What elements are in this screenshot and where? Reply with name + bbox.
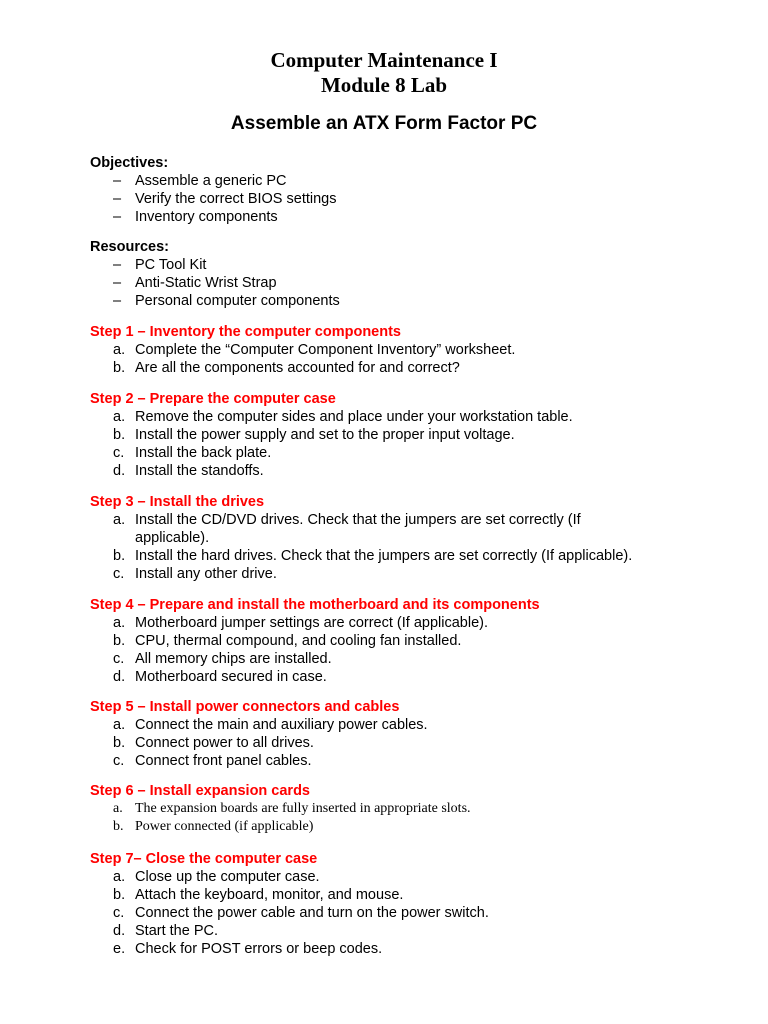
step-item-marker: a. [113, 512, 126, 528]
objective-text: Assemble a generic PC [135, 173, 287, 189]
step-item-marker: a. [113, 801, 123, 816]
step-item-text: Remove the computer sides and place under your workstation table. [135, 409, 573, 425]
step-item-text: CPU, thermal compound, and cooling fan installed. [135, 633, 462, 649]
step-item-text: All memory chips are installed. [135, 651, 332, 667]
step-item-text: Connect power to all drives. [135, 735, 314, 751]
step-item-marker: c. [113, 566, 125, 582]
step-5-section [90, 698, 730, 770]
step-item-marker: d. [113, 923, 126, 939]
module-title: Module 8 Lab [320, 73, 448, 97]
step-item [90, 444, 730, 462]
resources-section [90, 238, 730, 310]
step-item-text: Connect the main and auxiliary power cables. [135, 717, 428, 733]
objective-text: Verify the correct BIOS settings [135, 191, 337, 207]
step-4-section [90, 596, 730, 686]
dash-marker: – [113, 173, 122, 189]
step-item-marker: d. [113, 463, 126, 479]
dash-marker: – [113, 209, 122, 225]
resource-item [90, 274, 730, 292]
step-5-heading: Step 5 – Install power connectors and cables [90, 699, 400, 715]
step-item-marker: c. [113, 445, 125, 461]
step-item-marker: a. [113, 615, 126, 631]
step-item-text: Motherboard secured in case. [135, 669, 327, 685]
step-item [90, 632, 730, 650]
step-item-marker: b. [113, 360, 126, 376]
resource-text: Anti-Static Wrist Strap [135, 275, 277, 291]
step-item-text: Install the CD/DVD drives. Check that the jumpers are set correctly (If [135, 512, 581, 528]
step-item [90, 886, 730, 904]
step-item [90, 904, 730, 922]
step-item-text: Connect the power cable and turn on the power switch. [135, 905, 489, 921]
step-item-marker: a. [113, 409, 126, 425]
objective-item [90, 190, 730, 208]
step-item [90, 565, 730, 583]
step-item-text: Install the back plate. [135, 445, 272, 461]
step-item-text: Power connected (if applicable) [135, 819, 314, 834]
step-1-section [90, 323, 730, 377]
objectives-heading: Objectives: [90, 155, 169, 171]
resource-item [90, 292, 730, 310]
resource-text: PC Tool Kit [135, 257, 207, 273]
step-item-marker: b. [113, 427, 126, 443]
step-item [90, 426, 730, 444]
step-item-text: Connect front panel cables. [135, 753, 312, 769]
document-header [0, 48, 768, 98]
step-item [90, 511, 730, 529]
objectives-section [90, 154, 730, 226]
step-3-section [90, 493, 730, 583]
dash-marker: – [113, 293, 122, 309]
step-item [90, 734, 730, 752]
step-item-marker: b. [113, 735, 126, 751]
step-item [90, 818, 730, 836]
step-item-marker: b. [113, 819, 124, 834]
resources-heading: Resources: [90, 239, 169, 255]
step-item-text: The expansion boards are fully inserted in appropriate slots. [135, 801, 471, 816]
step-item-text: Motherboard jumper settings are correct (If applicable). [135, 615, 488, 631]
step-item-text: Install the hard drives. Check that the jumpers are set correctly (If applicable). [135, 548, 633, 564]
step-6-section [90, 782, 730, 836]
step-item-text: Check for POST errors or beep codes. [135, 941, 383, 957]
step-item [90, 547, 730, 565]
step-item-marker: b. [113, 887, 126, 903]
step-1-heading: Step 1 – Inventory the computer components [90, 324, 401, 340]
step-6-heading: Step 6 – Install expansion cards [90, 783, 310, 799]
step-item-continuation [90, 529, 730, 547]
step-7-section [90, 850, 730, 958]
step-item [90, 800, 730, 818]
step-item-text: Attach the keyboard, monitor, and mouse. [135, 887, 404, 903]
step-item-text: Install the standoffs. [135, 463, 264, 479]
step-item [90, 668, 730, 686]
step-item [90, 940, 730, 958]
step-item-text: Install the power supply and set to the proper input voltage. [135, 427, 515, 443]
step-item-text: Close up the computer case. [135, 869, 320, 885]
step-item [90, 614, 730, 632]
step-2-section [90, 390, 730, 480]
step-item [90, 922, 730, 940]
step-item-marker: c. [113, 753, 125, 769]
dash-marker: – [113, 275, 122, 291]
course-title: Computer Maintenance I [270, 48, 498, 72]
step-item [90, 650, 730, 668]
step-item-marker: b. [113, 633, 126, 649]
step-item-marker: b. [113, 548, 126, 564]
step-item-text: Complete the “Computer Component Inventory” worksheet. [135, 342, 516, 358]
step-7-heading: Step 7– Close the computer case [90, 851, 318, 867]
step-item [90, 868, 730, 886]
step-item [90, 752, 730, 770]
objective-item [90, 208, 730, 226]
objective-item [90, 172, 730, 190]
step-item [90, 716, 730, 734]
step-item-text: applicable). [135, 530, 210, 546]
step-item-text: Start the PC. [135, 923, 219, 939]
dash-marker: – [113, 191, 122, 207]
lab-title-block [0, 112, 768, 136]
step-item [90, 462, 730, 480]
lab-title: Assemble an ATX Form Factor PC [230, 113, 538, 134]
step-item [90, 359, 730, 377]
dash-marker: – [113, 257, 122, 273]
step-item [90, 341, 730, 359]
step-4-heading: Step 4 – Prepare and install the motherboard and its components [90, 597, 540, 613]
step-item-marker: e. [113, 941, 126, 957]
step-item-marker: c. [113, 905, 125, 921]
step-item-marker: c. [113, 651, 125, 667]
step-item-text: Are all the components accounted for and correct? [135, 360, 460, 376]
step-item-marker: d. [113, 669, 126, 685]
step-item-text: Install any other drive. [135, 566, 277, 582]
resource-text: Personal computer components [135, 293, 340, 309]
step-2-heading: Step 2 – Prepare the computer case [90, 391, 336, 407]
step-item-marker: a. [113, 869, 126, 885]
step-3-heading: Step 3 – Install the drives [90, 494, 265, 510]
step-item-marker: a. [113, 717, 126, 733]
objective-text: Inventory components [135, 209, 278, 225]
step-item [90, 408, 730, 426]
resource-item [90, 256, 730, 274]
step-item-marker: a. [113, 342, 126, 358]
